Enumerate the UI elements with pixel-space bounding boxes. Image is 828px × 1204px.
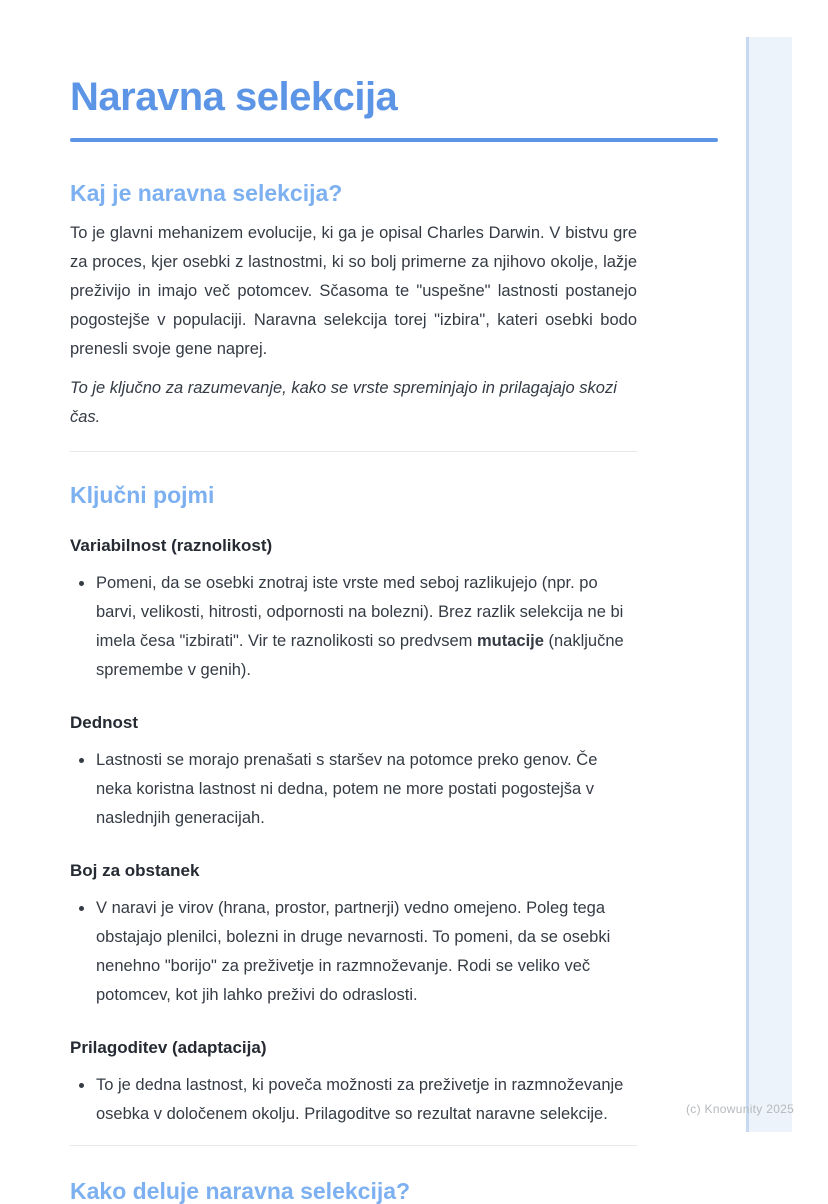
bullet-text xyxy=(96,746,637,833)
bullet-text-segment: (naključne spremembe v genih). xyxy=(96,632,624,679)
bold-keyword: mutacije xyxy=(476,632,544,650)
document-content xyxy=(70,0,637,1204)
bullet-text xyxy=(96,1071,637,1129)
intro-paragraph: To je glavni mehanizem evolucije, ki ga je opisal Charles Darwin. V bistvu gre za proces, kjer osebki z lastnostmi, ki so bolj primerne za njihovo okolje, lažje preživijo in imajo več potomcev. Sčasoma te "uspešne" lastnosti postanejo pogostejše v populaciji. Naravna selekcija torej "izbira", kateri osebki bodo prenesli svoje gene naprej. xyxy=(70,224,637,358)
section-heading-intro: Kaj je naravna selekcija? xyxy=(70,180,343,206)
intro-note-italic: To je ključno za razumevanje, kako se vrste spreminjajo in prilagajajo skozi čas. xyxy=(70,379,617,426)
term-heading-dednost: Dednost xyxy=(70,713,138,732)
section-divider xyxy=(70,451,637,452)
term-heading-boj-za-obstanek: Boj za obstanek xyxy=(70,861,200,880)
bullet-icon xyxy=(79,581,84,586)
bullet-list xyxy=(70,746,637,833)
section-heading-key-terms: Ključni pojmi xyxy=(70,482,215,508)
page-edge-strip xyxy=(746,37,792,1132)
bullet-text-segment: To je dedna lastnost, ki poveča možnosti za preživetje in razmnoževanje osebka v določenem okolju. Prilagoditve so rezultat naravne selekcije. xyxy=(96,1076,624,1123)
bullet-list xyxy=(70,569,637,685)
list-item xyxy=(70,894,637,1010)
page-title: Naravna selekcija xyxy=(70,75,398,119)
bullet-text-segment: Pomeni, da se osebki znotraj iste vrste med seboj razlikujejo (npr. po barvi, velikosti, hitrosti, odpornosti na bolezni). Brez razlik selekcija ne bi imela česa "izbirati". Vir te raznolikosti so predvsem xyxy=(96,574,624,650)
bullet-text-segment: V naravi je virov (hrana, prostor, partnerji) vedno omejeno. Poleg tega obstajajo plenilci, bolezni in druge nevarnosti. To pomeni, da se osebki nenehno "borijo" za preživetje in razmnoževanje. Rodi se veliko več potomcev, kot jih lahko preživi do odraslosti. xyxy=(96,899,611,1004)
title-underline xyxy=(70,138,718,142)
list-item xyxy=(70,569,637,685)
bullet-text xyxy=(96,569,637,685)
list-item xyxy=(70,746,637,833)
term-heading-variabilnost: Variabilnost (raznolikost) xyxy=(70,536,273,555)
bullet-text-segment: Lastnosti se morajo prenašati s staršev na potomce preko genov. Če neka koristna lastnost ni dedna, potem ne more postati pogostejša v naslednjih generacijah. xyxy=(96,751,598,827)
bullet-icon xyxy=(79,906,84,911)
section-heading-how-it-works: Kako deluje naravna selekcija? xyxy=(70,1178,411,1204)
copyright-watermark: (c) Knowunity 2025 xyxy=(686,1102,795,1116)
bullet-list xyxy=(70,894,637,1010)
bullet-icon xyxy=(79,1083,84,1088)
bullet-list xyxy=(70,1071,637,1129)
term-heading-prilagoditev: Prilagoditev (adaptacija) xyxy=(70,1038,267,1057)
bullet-icon xyxy=(79,758,84,763)
bullet-text xyxy=(96,894,637,1010)
list-item xyxy=(70,1071,637,1129)
section-divider xyxy=(70,1145,637,1146)
